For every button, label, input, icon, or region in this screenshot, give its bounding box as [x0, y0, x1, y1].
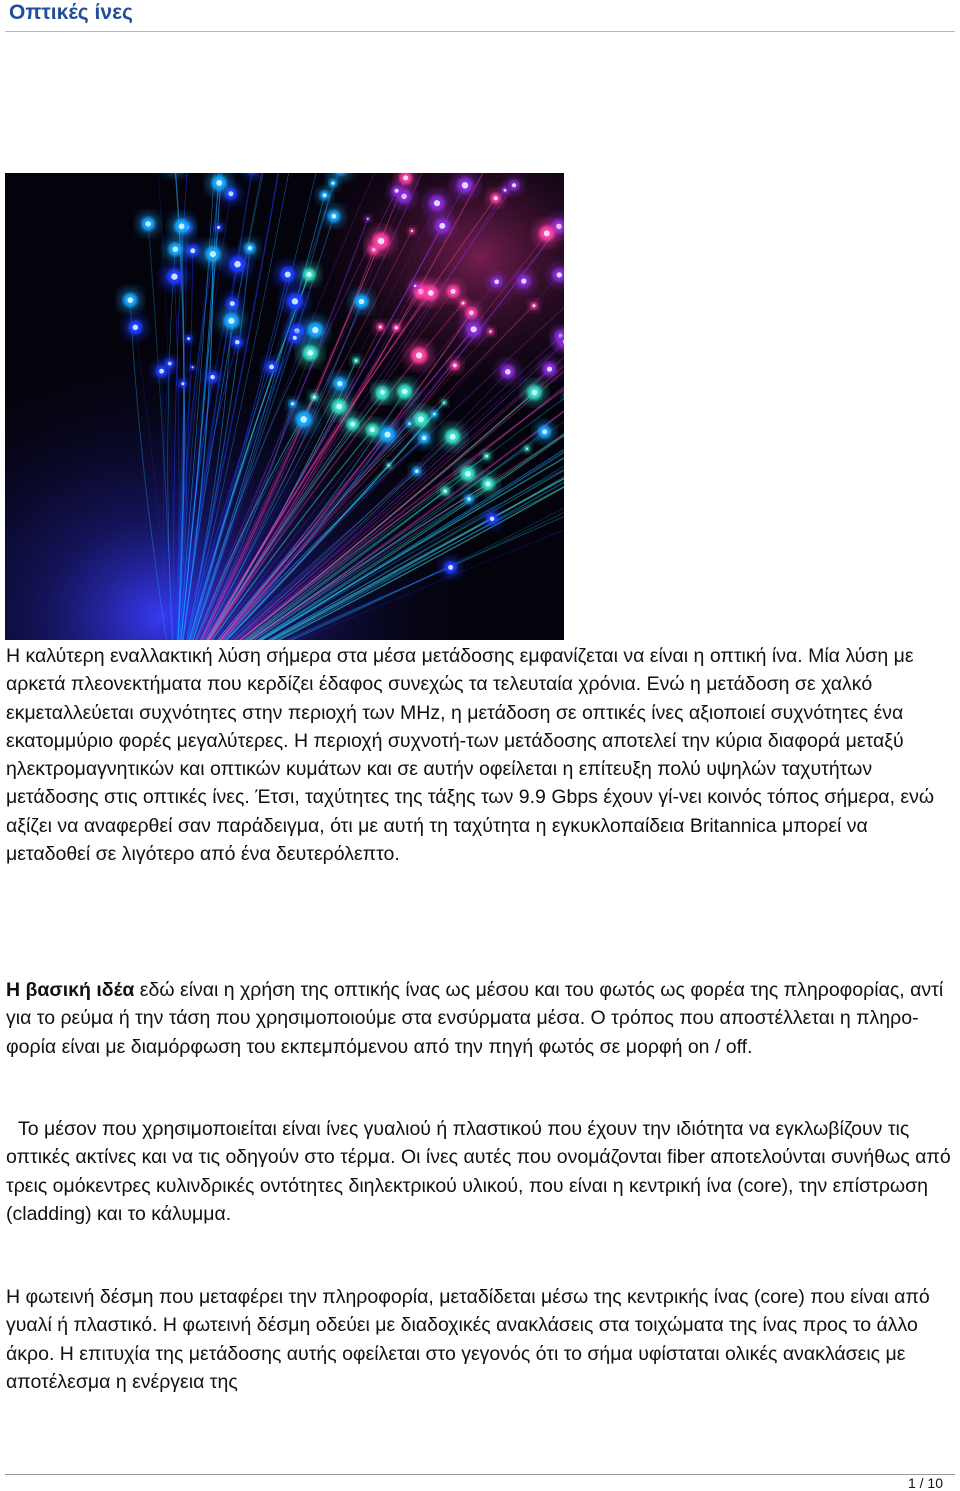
fiber-tip-core — [471, 326, 477, 332]
fiber-tip-core — [434, 200, 440, 206]
fiber-tip-core — [384, 432, 390, 438]
fiber-tip-core — [210, 375, 214, 379]
fiber-tip-core — [235, 340, 239, 344]
fiber-tip-core — [443, 402, 445, 404]
fiber-tip-core — [403, 175, 408, 180]
fiber-tip-core — [173, 247, 178, 252]
fiber-tip-core — [292, 298, 298, 304]
fiber-tip-core — [380, 390, 385, 395]
paragraph-light-beam: Η φωτεινή δέσμη που μεταφέρει την πληροφορία, μεταδίδεται μέσω της κεντρικής ίνας (core) που είναι από γυαλί ή πλαστικό. Η φωτεινή δέσμη οδεύει με διαδοχικές ανακλάσεις στα τοιχώματα της ίνας προς το άλλο άκρο. Η επιτυχία της μετάδοσης αυτής οφείλεται στο γεγονός ότι το σήμα υφίσταται ολικές ανακλάσεις με αποτέλεσμα η ενέργεια της — [6, 1286, 930, 1393]
fiber-tip-core — [494, 280, 499, 285]
fiber-tip-core — [450, 434, 456, 440]
fiber-tip-core — [378, 238, 385, 245]
fiber-tip-core — [285, 272, 291, 278]
fiber-tip-core — [542, 429, 547, 434]
fiber-tip-core — [128, 297, 134, 303]
document-title: Οπτικές ίνες — [9, 1, 133, 24]
fiber-tip-core — [217, 226, 220, 229]
fiber-tip-core — [505, 369, 511, 375]
paragraph-intro: Η καλύτερη εναλλακτική λύση σήμερα στα μέσα μετάδοσης εμφανίζεται να είναι η οπτική ίνα. Μία λύση με αρκετά πλεονεκτήματα που κερδίζει έδαφος συνεχώς τα τελευταία χρόνια. Ενώ η μετάδοση σε χαλκό εκμεταλλεύεται συχνότητες στην περιοχή των MHz, η μετάδοση σε οπτικές ίνες αξιοποιεί συχνότητες ένα εκατομμύριο φορές μεγαλύτερες. Η περιοχή συχνοτή-των μετάδοσης αποτελεί την κύρια διαφορά μεταξύ ηλεκτρομαγνητικών και οπτικών κυμάτων και σε αυτήν οφείλεται η επίτευξη πολύ υψηλών ταχυτήτων μετάδοσης στις οπτικές ίνες. Έτσι, ταχύτητες της τάξης των 9.9 Gbps έχουν γί-νει κοινός τόπος σήμερα, ενώ αξίζει να αναφερθεί σαν παράδειγμα, ότι με αυτή τη ταχύτητα η εγκυκλοπαίδεια Britannica μπορεί να μεταδοθεί σε λιγότερο από ένα δευτερόλεπτο. — [6, 645, 935, 866]
fiber-tip-core — [428, 290, 434, 296]
fiber-tip-core — [494, 196, 498, 200]
fiber-tip-core — [359, 299, 365, 305]
fiber-tip-core — [234, 261, 241, 268]
fiber-tip-core — [210, 251, 216, 257]
fiber-tip-core — [192, 366, 194, 368]
fiber-tip-core — [332, 214, 337, 219]
fiber-tip-core — [331, 182, 334, 185]
fiber-tip-core — [489, 330, 491, 332]
fiber-optic-illustration — [5, 173, 564, 640]
title-divider — [5, 31, 955, 32]
fiber-optic-photo — [5, 173, 564, 640]
fiber-tip-core — [486, 481, 491, 486]
fiber-tip-core — [367, 218, 369, 220]
fiber-tip-core — [485, 455, 488, 458]
fiber-tip-core — [411, 230, 413, 232]
basic-idea-heading: Η βασική ιδέα — [6, 979, 135, 1001]
fiber-tip-core — [415, 470, 418, 473]
fiber-tip-core — [370, 427, 375, 432]
paragraph-medium — [6, 1115, 951, 1228]
fiber-tip-core — [337, 381, 342, 386]
fiber-tip-core — [490, 517, 495, 522]
fiber-tip-core — [532, 390, 538, 396]
fiber-tip-core — [323, 193, 327, 197]
fiber-tip-core — [465, 471, 471, 477]
fiber-tip-core — [395, 189, 399, 193]
basic-idea-text: εδώ είναι η χρήση της οπτικής ίνας ως μέσου και του φωτός ως φορέα της πληροφορίας, αντί για το ρεύμα ή την τάση που χρησιμοποιούμε στα ενσύρματα μέσα. Ο τρόπος που αποστέλλεται η πληρο-φορία είναι με διαμόρφωση του εκπεμπόμενου από την πηγή φωτός σε μορφή on / off. — [6, 979, 944, 1058]
fiber-tip-core — [533, 304, 536, 307]
fiber-tip-core — [544, 230, 550, 236]
fiber-tip-core — [248, 246, 252, 250]
fiber-tip-core — [181, 382, 184, 385]
fiber-tip-core — [379, 326, 382, 329]
fiber-tip-core — [512, 183, 516, 187]
fiber-tip-core — [422, 436, 427, 441]
fiber-tip-core — [388, 464, 390, 466]
fiber-tip-core — [462, 182, 469, 189]
fiber-tip-core — [133, 325, 139, 331]
fiber-tip-core — [418, 416, 424, 422]
fiber-tip-core — [293, 336, 297, 340]
fiber-tip-core — [355, 359, 358, 362]
medium-text: Το μέσον που χρησιμοποιείται είναι ίνες γυαλιού ή πλαστικού που έχουν την ιδιότητα να εγκλωβίζουν τις οπτικές ακτίνες και να τις οδηγούν στο τέρμα. Οι ίνες αυτές που ονομάζονται fiber αποτελούνται συνήθως από τρεις ομόκεντρες κυλινδρικές οντότητες διηλεκτρικού υλικού, που είναι η κεντρική ίνα (core), την επίστρωση (cladding) και το κάλυμμα. — [6, 1118, 951, 1225]
fiber-tip-core — [313, 396, 316, 399]
fiber-tip-core — [547, 367, 552, 372]
paragraph-basic-idea — [6, 976, 951, 1061]
fiber-tip-core — [179, 223, 185, 229]
fiber-tip-core — [187, 337, 190, 340]
fiber-tip-core — [521, 279, 526, 284]
fiber-tip-core — [291, 402, 294, 405]
fiber-tip-core — [171, 273, 177, 279]
fiber-tip-core — [190, 248, 195, 253]
fiber-tip-core — [557, 272, 562, 277]
fiber-tip-core — [307, 350, 313, 356]
fiber-tip-core — [269, 365, 274, 370]
fiber-tip-core — [467, 497, 470, 500]
fiber-tip-core — [444, 490, 447, 493]
fiber-tip-core — [159, 369, 164, 374]
fiber-tip-core — [402, 389, 408, 395]
fiber-tip-core — [312, 327, 318, 333]
fiber-tip-core — [451, 289, 456, 294]
fiber-tip-core — [307, 272, 312, 277]
footer-divider — [5, 1474, 955, 1475]
fiber-tip-core — [216, 180, 222, 186]
fiber-tip-core — [526, 448, 528, 450]
page-number: 1 / 10 — [907, 1475, 943, 1491]
fiber-tip-core — [336, 404, 342, 410]
fiber-tip-core — [439, 223, 445, 229]
fiber-tip-core — [448, 565, 453, 570]
fiber-tip-core — [228, 318, 234, 324]
fiber-tip-core — [462, 302, 465, 305]
fiber-tip-core — [300, 416, 307, 423]
fiber-tip-core — [230, 301, 235, 306]
fiber-tip-core — [469, 311, 474, 316]
fiber-tip-core — [350, 422, 355, 427]
fiber-tip-core — [414, 285, 417, 288]
fiber-tip-core — [146, 221, 151, 226]
fiber-tip-core — [416, 352, 422, 358]
fiber-tip-core — [453, 364, 457, 368]
fiber-tip-core — [395, 326, 398, 329]
